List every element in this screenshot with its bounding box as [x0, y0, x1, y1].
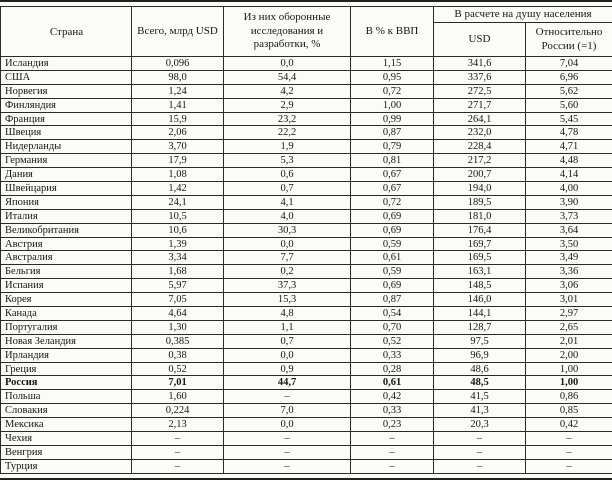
usd-cell: 228,4 — [434, 140, 526, 154]
usd-cell: 163,1 — [434, 265, 526, 279]
usd-cell: 97,5 — [434, 334, 526, 348]
usd-cell: 169,7 — [434, 237, 526, 251]
usd-cell: – — [434, 432, 526, 446]
usd-cell: 146,0 — [434, 293, 526, 307]
table-row — [1, 432, 612, 446]
usd-cell: 41,3 — [434, 404, 526, 418]
total-cell: 2,06 — [132, 126, 224, 140]
table-row — [1, 168, 612, 182]
usd-cell: 271,7 — [434, 98, 526, 112]
total-cell: 1,42 — [132, 182, 224, 196]
relative-cell: 1,00 — [526, 376, 612, 390]
table-row — [1, 293, 612, 307]
country-cell: Россия — [1, 376, 132, 390]
relative-cell: 5,60 — [526, 98, 612, 112]
total-cell: – — [132, 432, 224, 446]
gdp-cell: 0,67 — [351, 168, 434, 182]
relative-cell: 3,06 — [526, 279, 612, 293]
usd-cell: 200,7 — [434, 168, 526, 182]
total-cell: 1,39 — [132, 237, 224, 251]
total-cell: 7,05 — [132, 293, 224, 307]
gdp-cell: 1,15 — [351, 57, 434, 71]
usd-cell: 181,0 — [434, 209, 526, 223]
col-header-usd: USD — [434, 23, 526, 57]
table-row — [1, 112, 612, 126]
table-row — [1, 279, 612, 293]
total-cell: 3,70 — [132, 140, 224, 154]
total-cell: 10,6 — [132, 223, 224, 237]
table-row — [1, 376, 612, 390]
country-cell: Чехия — [1, 432, 132, 446]
defense-cell: 0,0 — [224, 418, 351, 432]
gdp-cell: 0,52 — [351, 334, 434, 348]
gdp-cell: 0,69 — [351, 279, 434, 293]
relative-cell: 3,49 — [526, 251, 612, 265]
defense-cell: – — [224, 390, 351, 404]
total-cell: 0,52 — [132, 362, 224, 376]
table-row — [1, 237, 612, 251]
table-row — [1, 195, 612, 209]
defense-cell: 22,2 — [224, 126, 351, 140]
total-cell: 1,68 — [132, 265, 224, 279]
gdp-cell: – — [351, 445, 434, 459]
col-header-gdp: В % к ВВП — [351, 7, 434, 57]
table-row — [1, 140, 612, 154]
defense-cell: 23,2 — [224, 112, 351, 126]
usd-cell: 128,7 — [434, 320, 526, 334]
table-row — [1, 404, 612, 418]
usd-cell: 48,5 — [434, 376, 526, 390]
usd-cell: 264,1 — [434, 112, 526, 126]
country-cell: Норвегия — [1, 84, 132, 98]
defense-cell: 0,0 — [224, 348, 351, 362]
relative-cell: 4,00 — [526, 182, 612, 196]
country-cell: Германия — [1, 154, 132, 168]
gdp-cell: 0,28 — [351, 362, 434, 376]
relative-cell: – — [526, 432, 612, 446]
gdp-cell: 0,23 — [351, 418, 434, 432]
usd-cell: 48,6 — [434, 362, 526, 376]
country-cell: Исландия — [1, 57, 132, 71]
defense-cell: 4,2 — [224, 84, 351, 98]
table-row — [1, 418, 612, 432]
gdp-cell: – — [351, 432, 434, 446]
col-header-per-capita-group: В расчете на душу населения — [434, 7, 612, 23]
relative-cell: – — [526, 445, 612, 459]
defense-cell: 37,3 — [224, 279, 351, 293]
usd-cell: 41,5 — [434, 390, 526, 404]
col-header-defense: Из них оборонные исследования и разработки, % — [224, 7, 351, 57]
gdp-cell: 1,00 — [351, 98, 434, 112]
defense-cell: 4,1 — [224, 195, 351, 209]
country-cell: Словакия — [1, 404, 132, 418]
total-cell: 17,9 — [132, 154, 224, 168]
defense-cell: 7,7 — [224, 251, 351, 265]
defense-cell: 0,6 — [224, 168, 351, 182]
table-row — [1, 182, 612, 196]
defense-cell: 5,3 — [224, 154, 351, 168]
usd-cell: 272,5 — [434, 84, 526, 98]
total-cell: 15,9 — [132, 112, 224, 126]
col-header-relative: Относительно России (=1) — [526, 23, 612, 57]
usd-cell: 20,3 — [434, 418, 526, 432]
gdp-cell: 0,99 — [351, 112, 434, 126]
total-cell: 7,01 — [132, 376, 224, 390]
total-cell: – — [132, 445, 224, 459]
relative-cell: 1,00 — [526, 362, 612, 376]
table-row — [1, 251, 612, 265]
relative-cell: 2,97 — [526, 307, 612, 321]
usd-cell: 232,0 — [434, 126, 526, 140]
total-cell: 98,0 — [132, 70, 224, 84]
relative-cell: 3,50 — [526, 237, 612, 251]
total-cell: 0,38 — [132, 348, 224, 362]
col-header-country: Страна — [1, 7, 132, 57]
country-cell: Япония — [1, 195, 132, 209]
gdp-cell: 0,87 — [351, 126, 434, 140]
relative-cell: 3,64 — [526, 223, 612, 237]
total-cell: 1,30 — [132, 320, 224, 334]
relative-cell: 2,01 — [526, 334, 612, 348]
usd-cell: 96,9 — [434, 348, 526, 362]
defense-cell: – — [224, 459, 351, 473]
relative-cell: 4,48 — [526, 154, 612, 168]
usd-cell: 341,6 — [434, 57, 526, 71]
defense-cell: 2,9 — [224, 98, 351, 112]
table-row — [1, 70, 612, 84]
table-row — [1, 265, 612, 279]
relative-cell: 4,14 — [526, 168, 612, 182]
total-cell: – — [132, 459, 224, 473]
usd-cell: – — [434, 445, 526, 459]
defense-cell: 4,8 — [224, 307, 351, 321]
usd-cell: 217,2 — [434, 154, 526, 168]
relative-cell: 0,85 — [526, 404, 612, 418]
usd-cell: 169,5 — [434, 251, 526, 265]
gdp-cell: 0,33 — [351, 404, 434, 418]
table-row — [1, 84, 612, 98]
table-row — [1, 445, 612, 459]
table-row — [1, 459, 612, 473]
rd-expenditure-table — [0, 6, 612, 474]
defense-cell: 54,4 — [224, 70, 351, 84]
total-cell: 4,64 — [132, 307, 224, 321]
country-cell: Бельгия — [1, 265, 132, 279]
relative-cell: 0,86 — [526, 390, 612, 404]
total-cell: 3,34 — [132, 251, 224, 265]
gdp-cell: 0,67 — [351, 182, 434, 196]
defense-cell: 0,2 — [224, 265, 351, 279]
table-row — [1, 126, 612, 140]
total-cell: 5,97 — [132, 279, 224, 293]
gdp-cell: 0,42 — [351, 390, 434, 404]
table-row — [1, 57, 612, 71]
country-cell: Турция — [1, 459, 132, 473]
total-cell: 1,60 — [132, 390, 224, 404]
usd-cell: 148,5 — [434, 279, 526, 293]
country-cell: Италия — [1, 209, 132, 223]
country-cell: Ирландия — [1, 348, 132, 362]
country-cell: Швеция — [1, 126, 132, 140]
total-cell: 0,224 — [132, 404, 224, 418]
table-row — [1, 334, 612, 348]
total-cell: 0,096 — [132, 57, 224, 71]
country-cell: Португалия — [1, 320, 132, 334]
usd-cell: 337,6 — [434, 70, 526, 84]
usd-cell: 176,4 — [434, 223, 526, 237]
relative-cell: 3,90 — [526, 195, 612, 209]
relative-cell: 7,04 — [526, 57, 612, 71]
gdp-cell: 0,72 — [351, 195, 434, 209]
col-header-total: Всего, млрд USD — [132, 7, 224, 57]
defense-cell: 7,0 — [224, 404, 351, 418]
usd-cell: 189,5 — [434, 195, 526, 209]
defense-cell: 15,3 — [224, 293, 351, 307]
relative-cell: 3,01 — [526, 293, 612, 307]
table-row — [1, 362, 612, 376]
total-cell: 10,5 — [132, 209, 224, 223]
total-cell: 24,1 — [132, 195, 224, 209]
total-cell: 1,41 — [132, 98, 224, 112]
country-cell: Франция — [1, 112, 132, 126]
table-row — [1, 390, 612, 404]
country-cell: Корея — [1, 293, 132, 307]
relative-cell: 6,96 — [526, 70, 612, 84]
defense-cell: 4,0 — [224, 209, 351, 223]
relative-cell: 4,78 — [526, 126, 612, 140]
country-cell: Австрия — [1, 237, 132, 251]
gdp-cell: 0,81 — [351, 154, 434, 168]
table-row — [1, 154, 612, 168]
gdp-cell: 0,54 — [351, 307, 434, 321]
country-cell: Дания — [1, 168, 132, 182]
defense-cell: 0,0 — [224, 57, 351, 71]
total-cell: 2,13 — [132, 418, 224, 432]
table-body — [1, 57, 612, 474]
country-cell: Испания — [1, 279, 132, 293]
country-cell: Мексика — [1, 418, 132, 432]
usd-cell: – — [434, 459, 526, 473]
defense-cell: 44,7 — [224, 376, 351, 390]
country-cell: Венгрия — [1, 445, 132, 459]
total-cell: 1,24 — [132, 84, 224, 98]
country-cell: Финляндия — [1, 98, 132, 112]
defense-cell: 0,7 — [224, 334, 351, 348]
relative-cell: – — [526, 459, 612, 473]
gdp-cell: 0,72 — [351, 84, 434, 98]
table-row — [1, 348, 612, 362]
country-cell: Австралия — [1, 251, 132, 265]
relative-cell: 4,71 — [526, 140, 612, 154]
table-row — [1, 98, 612, 112]
country-cell: Швейцария — [1, 182, 132, 196]
table-header — [1, 7, 612, 57]
relative-cell: 5,62 — [526, 84, 612, 98]
gdp-cell: 0,59 — [351, 237, 434, 251]
usd-cell: 194,0 — [434, 182, 526, 196]
defense-cell: – — [224, 445, 351, 459]
table-row — [1, 223, 612, 237]
relative-cell: 2,00 — [526, 348, 612, 362]
gdp-cell: 0,79 — [351, 140, 434, 154]
defense-cell: 30,3 — [224, 223, 351, 237]
country-cell: Польша — [1, 390, 132, 404]
gdp-cell: 0,70 — [351, 320, 434, 334]
country-cell: Великобритания — [1, 223, 132, 237]
gdp-cell: 0,69 — [351, 209, 434, 223]
gdp-cell: 0,61 — [351, 251, 434, 265]
gdp-cell: – — [351, 459, 434, 473]
defense-cell: – — [224, 432, 351, 446]
country-cell: Новая Зеландия — [1, 334, 132, 348]
country-cell: Канада — [1, 307, 132, 321]
relative-cell: 5,45 — [526, 112, 612, 126]
gdp-cell: 0,69 — [351, 223, 434, 237]
relative-cell: 3,36 — [526, 265, 612, 279]
relative-cell: 3,73 — [526, 209, 612, 223]
table-row — [1, 307, 612, 321]
table-row — [1, 320, 612, 334]
gdp-cell: 0,33 — [351, 348, 434, 362]
country-cell: Нидерланды — [1, 140, 132, 154]
defense-cell: 0,9 — [224, 362, 351, 376]
country-cell: США — [1, 70, 132, 84]
table-row — [1, 209, 612, 223]
defense-cell: 0,0 — [224, 237, 351, 251]
gdp-cell: 0,87 — [351, 293, 434, 307]
total-cell: 0,385 — [132, 334, 224, 348]
relative-cell: 2,65 — [526, 320, 612, 334]
relative-cell: 0,42 — [526, 418, 612, 432]
usd-cell: 144,1 — [434, 307, 526, 321]
country-cell: Греция — [1, 362, 132, 376]
gdp-cell: 0,95 — [351, 70, 434, 84]
gdp-cell: 0,61 — [351, 376, 434, 390]
defense-cell: 1,9 — [224, 140, 351, 154]
total-cell: 1,08 — [132, 168, 224, 182]
defense-cell: 1,1 — [224, 320, 351, 334]
gdp-cell: 0,59 — [351, 265, 434, 279]
defense-cell: 0,7 — [224, 182, 351, 196]
